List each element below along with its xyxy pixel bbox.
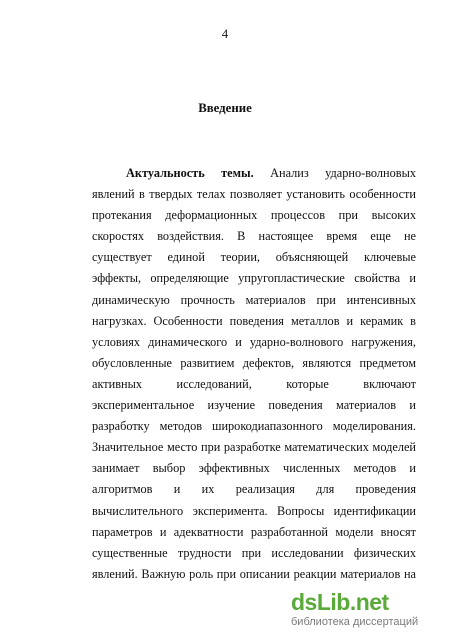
section-title: Введение	[198, 101, 252, 115]
document-body	[92, 163, 416, 587]
page-number: 4	[221, 27, 229, 41]
paragraph-text: Анализ ударно-волновых явлений в твердых телах позволяет установить особенности протекания деформационных процессов при высоких скоростях воздействия. В настоящее время еще не существует единой теории, объясняющей ключевые эффекты, определяющие упругопластические свойства и динамическую прочность материалов при интенсивных нагрузках. Особенности поведения металлов и керамик в условиях динамического и ударно-волнового нагружения, обусловленные развитием дефектов, являются предметом активных исследований, которые включают экспериментальное изучение поведения материалов и разработку методов широкодиапазонного моделирования. Значительное место при разработке математических моделей занимает выбор эффективных численных методов и алгоритмов и их реализация для проведения вычислительного эксперимента. Вопросы идентификации параметров и адекватности разработанной модели вносят существенные трудности при исследовании физических явлений. Важную роль при описании реакции материалов на	[92, 166, 416, 581]
watermark	[291, 589, 443, 631]
paragraph-lead-heading: Актуальность темы.	[126, 166, 254, 180]
paragraph-relevance-intro	[92, 163, 416, 587]
watermark-tagline: библиотека диссертаций	[291, 616, 419, 628]
watermark-logo: dsLib.net	[291, 589, 389, 615]
